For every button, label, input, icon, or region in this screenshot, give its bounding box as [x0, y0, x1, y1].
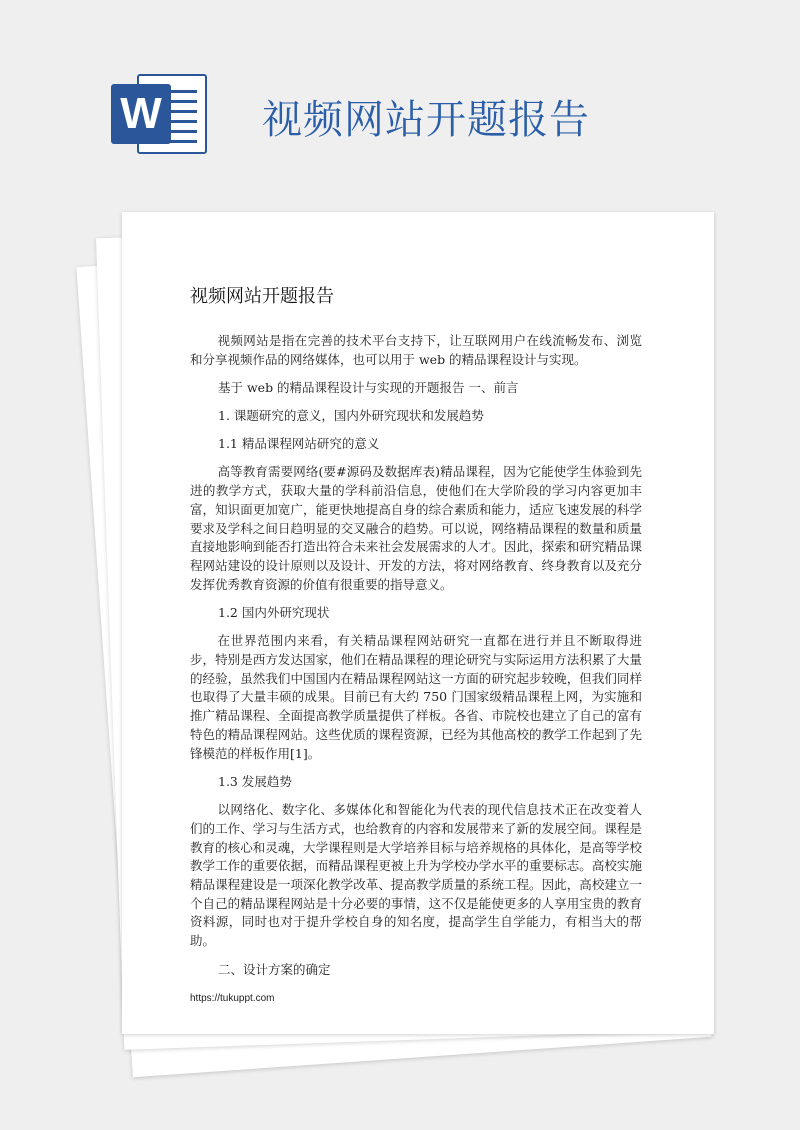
word-logo — [111, 72, 211, 156]
section-heading: 1.1 精品课程网站研究的意义 — [218, 436, 380, 452]
footer-url: https://tukuppt.com — [190, 993, 275, 1004]
document-body — [190, 282, 642, 989]
paragraph: 视频网站是指在完善的技术平台支持下，让互联网用户在线流畅发布、浏览和分享视频作品的网络媒体，也可以用于 web 的精品课程设计与实现。 — [190, 333, 642, 367]
paragraph: 以网络化、数字化、多媒体化和智能化为代表的现代信息技术正在改变着人们的工作、学习与生活方式，也给教育的内容和发展带来了新的发展空间。课程是教育的核心和灵魂，大学课程则是大学培养目标与培养规格的具体化，是高等学校教学工作的重要依据，而精品课程更被上升为学校办学水平的重要标志。高校实施精品课程建设是一项深化教学改革、提高教学质量的系统工程。因此，高校建立一个自己的精品课程网站是十分必要的事情，这不仅是能使更多的人享用宝贵的教育资料源，同时也对于提升学校自身的知名度，提高学生自学能力，有相当大的帮助。 — [190, 802, 642, 949]
section-heading: 1. 课题研究的意义，国内外研究现状和发展趋势 — [218, 408, 484, 424]
section-heading: 基于 web 的精品课程设计与实现的开题报告 一、前言 — [218, 380, 519, 396]
paragraph: 在世界范围内来看，有关精品课程网站研究一直都在进行并且不断取得进步，特别是西方发达国家，他们在精品课程的理论研究与实际运用方法积累了大量的经验，虽然我们中国国内在精品课程网站这一方面的研究起步较晚，但我们同样也取得了大量丰硕的成果。目前已有大约 750 门国家级精品课程上网，为实施和推广精品课程、全面提高教学质量提供了样板。各省、市院校也建立了自己的富有特色的精品课程网站。这些优质的课程资源，已经为其他高校的教学工作起到了先锋模范的样板作用[1]。 — [190, 633, 642, 761]
hero-title: 视频网站开题报告 — [262, 97, 590, 143]
paragraph: 高等教育需要网络(要#源码及数据库表)精品课程，因为它能使学生体验到先进的教学方式，获取大量的学科前沿信息，使他们在大学阶段的学习内容更加丰富，知识面更加宽广，能更快地提高自身的综合素质和能力，适应飞速发展的科学要求及学科之间日趋明显的交叉融合的趋势。可以说，网络精品课程的数量和质量直接地影响到能否打造出符合未来社会发展需求的人才。因此，探索和研究精品课程网站建设的设计原则以及设计、开发的方法，将对网络教育、终身教育以及充分发挥优秀教育资源的价值有很重要的指导意义。 — [190, 464, 642, 592]
section-heading: 1.2 国内外研究现状 — [218, 605, 330, 621]
word-icon: W — [111, 84, 171, 144]
section-heading: 二、设计方案的确定 — [218, 961, 331, 977]
document-title: 视频网站开题报告 — [190, 286, 334, 307]
section-heading: 1.3 发展趋势 — [218, 774, 292, 790]
